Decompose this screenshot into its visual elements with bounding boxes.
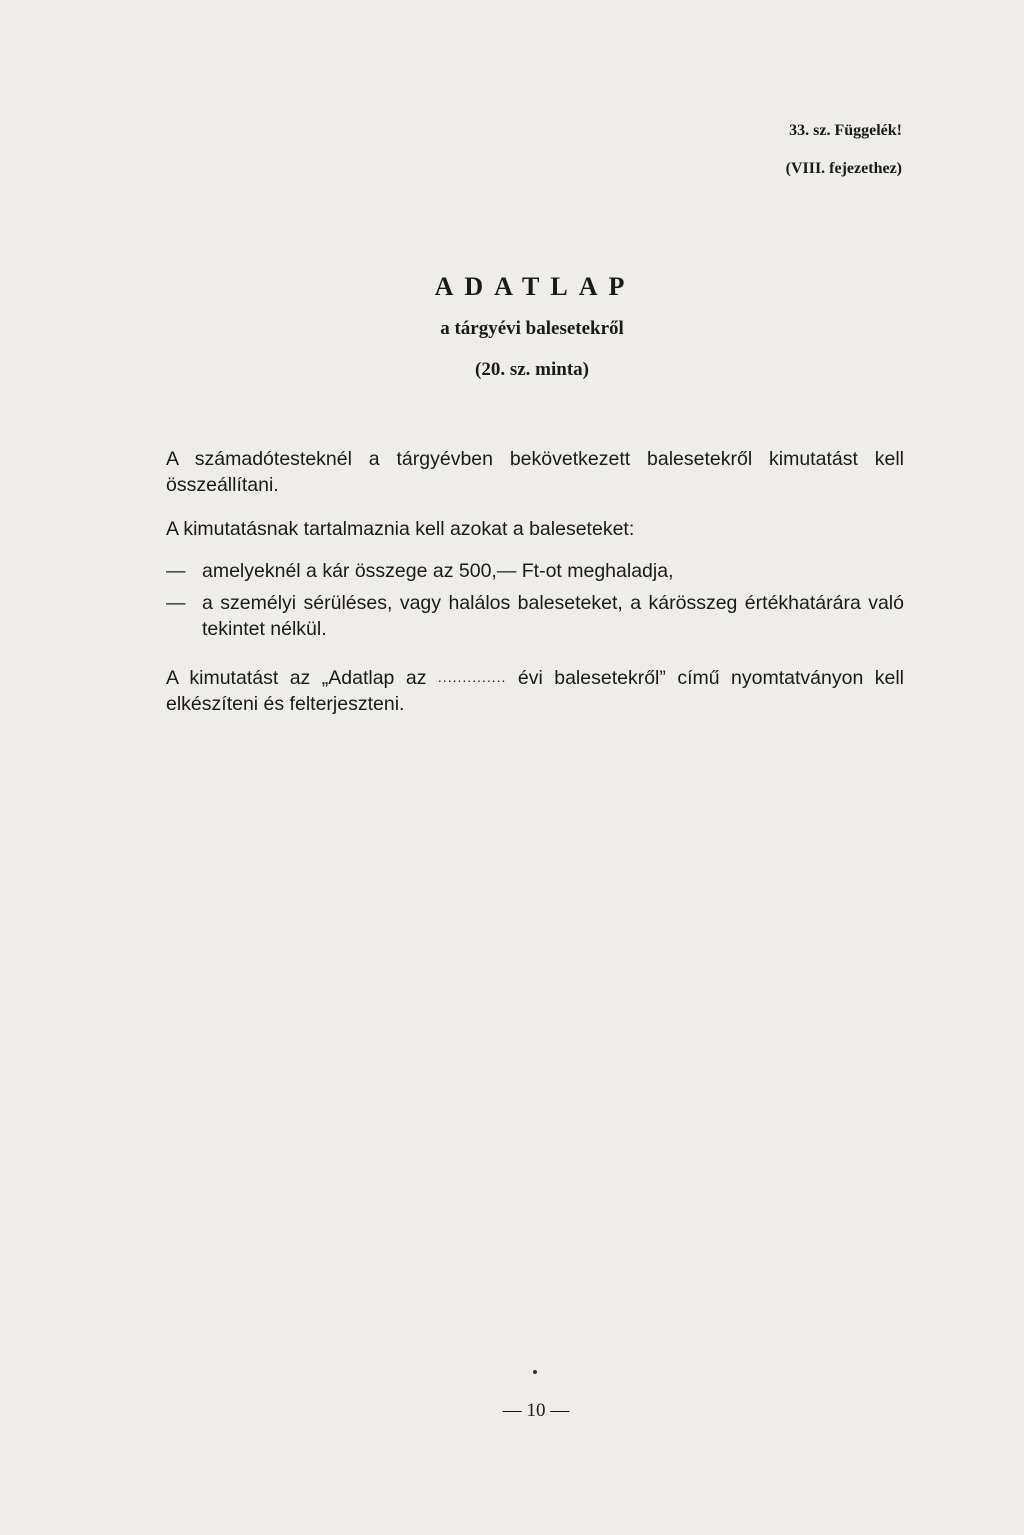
paragraph-intro: A számadótesteknél a tárgyévben bekövetkezett balesetekről kimutatást kell összeállítani.	[166, 448, 904, 496]
dash-marker: —	[166, 592, 186, 614]
list-item	[166, 590, 904, 642]
paragraph-instructions-start: A kimutatást az „Adatlap az	[166, 667, 427, 689]
list-item	[166, 558, 904, 584]
list-item-text: amelyeknél a kár összege az 500,— Ft-ot meghaladja,	[202, 560, 674, 582]
appendix-reference: 33. sz. Függelék!	[789, 122, 902, 139]
form-number: (20. sz. minta)	[475, 359, 589, 380]
page-number: — 10 —	[502, 1400, 570, 1421]
document-title: ADATLAP	[434, 272, 636, 301]
paragraph-contents: A kimutatásnak tartalmaznia kell azokat a baleseteket:	[166, 518, 635, 540]
list-item-text: a személyi sérüléses, vagy halálos baleseteket, a kárösszeg értékhatárára való tekintet nélkül.	[202, 592, 904, 640]
document-subtitle: a tárgyévi balesetekről	[440, 318, 624, 339]
chapter-reference: (VIII. fejezethez)	[785, 160, 902, 177]
dash-marker: —	[166, 560, 186, 582]
fill-in-dots: ..............	[437, 669, 507, 685]
paragraph-instructions-end: évi balesetekről” című nyomtatványon kell elkészíteni és felterjeszteni.	[166, 667, 905, 715]
ink-speck	[533, 1370, 537, 1374]
paragraph-instructions	[166, 664, 904, 717]
